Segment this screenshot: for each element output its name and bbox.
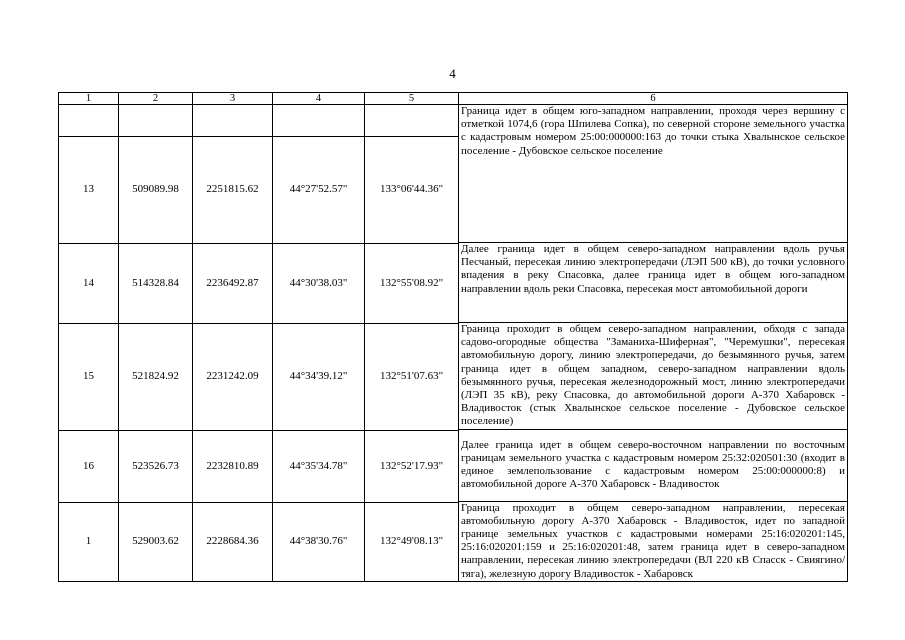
point-latitude: 44°27'52.57" xyxy=(273,137,365,244)
point-y: 2251815.62 xyxy=(193,137,273,244)
segment-description: Далее граница идет в общем северо-восточном направлении по восточным границам земельного участка с кадастровым номером 25:32:020501:30 (входит в единое землепользование с кадастровым номером 25:00:000000:8) и автомобильной дороге А-370 Хабаровск - Владивосток xyxy=(459,429,848,501)
point-number: 16 xyxy=(59,430,119,502)
header-col-5: 5 xyxy=(365,93,459,105)
empty-cell xyxy=(119,105,193,137)
point-y: 2236492.87 xyxy=(193,244,273,324)
point-latitude: 44°30'38.03" xyxy=(273,244,365,324)
point-longitude: 133°06'44.36" xyxy=(365,137,459,244)
page-number: 4 xyxy=(449,66,456,81)
point-x: 523526.73 xyxy=(119,430,193,502)
header-col-6: 6 xyxy=(459,93,848,105)
point-latitude: 44°38'30.76" xyxy=(273,502,365,581)
empty-cell xyxy=(273,105,365,137)
point-latitude: 44°35'34.78" xyxy=(273,430,365,502)
header-col-2: 2 xyxy=(119,93,193,105)
point-longitude: 132°49'08.13" xyxy=(365,502,459,581)
empty-cell xyxy=(365,105,459,137)
header-col-4: 4 xyxy=(273,93,365,105)
point-number: 15 xyxy=(59,324,119,431)
point-x: 529003.62 xyxy=(119,502,193,581)
segment-description: Граница проходит в общем северо-западном направлении, пересекая автомобильную дорогу А-370 Хабаровск - Владивосток, идет по западной границе земельных участков с кадастровыми номерами 25:16:020201:145, 25:16:020201:159 и 25:16:020201:48, затем граница идет в северо-западном направлении, пересекая линию электропередачи (ВЛ 220 кВ Спасск - Свиягино/тяга), железную дорогу Владивосток - Хабаровск xyxy=(459,501,848,581)
point-y: 2231242.09 xyxy=(193,324,273,431)
point-longitude: 132°55'08.92" xyxy=(365,244,459,324)
point-y: 2228684.36 xyxy=(193,502,273,581)
boundary-points-table xyxy=(58,92,848,582)
point-x: 521824.92 xyxy=(119,324,193,431)
segment-description: Граница идет в общем юго-западном направлении, проходя через вершину с отметкой 1074,6 (гора Шпилева Сопка), по северной стороне земельного участка с кадастровым номером 25:00:000000:163 до точки стыка Хвалынское сельское поселение - Дубовское сельское поселение xyxy=(459,105,848,243)
empty-cell xyxy=(193,105,273,137)
table-header-row xyxy=(59,93,848,105)
header-col-1: 1 xyxy=(59,93,119,105)
point-y: 2232810.89 xyxy=(193,430,273,502)
point-x: 509089.98 xyxy=(119,137,193,244)
point-longitude: 132°52'17.93" xyxy=(365,430,459,502)
point-number: 14 xyxy=(59,244,119,324)
point-x: 514328.84 xyxy=(119,244,193,324)
point-number: 1 xyxy=(59,502,119,581)
segment-description: Граница проходит в общем северо-западном направлении, обходя с запада садово-огородные общества "Заманиха-Шиферная", "Черемушки", пересекая автомобильную дорогу, линию электропередачи, до безымянного ручья, затем граница идет в общем западном, северо-западном направлении вдоль безымянного ручья, пересекая железнодорожный мост, линию электропередачи (ЛЭП 35 кВ), реку Спасовка, до автомобильной дороги А-370 Хабаровск - Владивосток (стык Хвалынское сельское поселение - Дубовское сельское поселение) xyxy=(459,323,848,430)
empty-cell xyxy=(59,105,119,137)
point-latitude: 44°34'39.12" xyxy=(273,324,365,431)
boundary-table-container xyxy=(58,92,847,580)
table-row xyxy=(59,105,848,137)
point-number: 13 xyxy=(59,137,119,244)
header-col-3: 3 xyxy=(193,93,273,105)
point-longitude: 132°51'07.63" xyxy=(365,324,459,431)
segment-description: Далее граница идет в общем северо-западном направлении вдоль ручья Песчаный, пересекая линию электропередачи (ЛЭП 500 кВ), до точки условного впадения в реку Спасовка, далее граница идет в общем юго-западном направлении вдоль реки Спасовка, пересекая мост автомобильной дороги xyxy=(459,243,848,323)
